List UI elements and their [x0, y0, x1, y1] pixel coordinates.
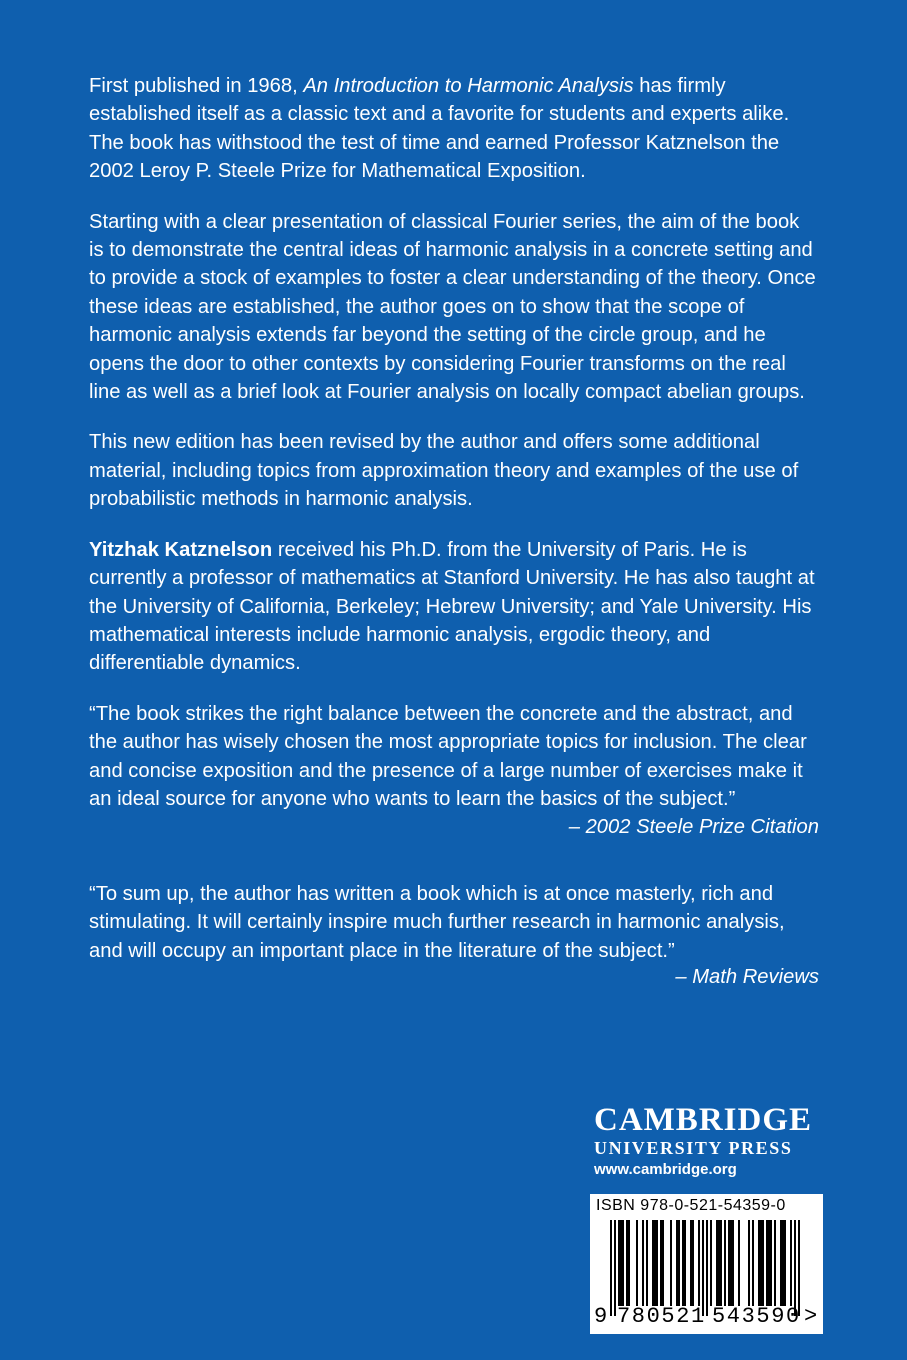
barcode-lead-digit: 9 — [594, 1304, 608, 1329]
barcode-bar — [652, 1220, 658, 1306]
barcode-bar — [610, 1220, 612, 1316]
barcode-bar — [670, 1220, 672, 1306]
barcode-quiet-mark: > — [804, 1304, 818, 1329]
barcode-bar — [774, 1220, 776, 1306]
barcode-bar — [642, 1220, 644, 1306]
barcode-bar — [710, 1220, 712, 1306]
barcode-bar — [758, 1220, 764, 1306]
barcode-bar — [790, 1220, 792, 1306]
barcode-bar — [646, 1220, 648, 1306]
barcode-bar — [698, 1220, 700, 1306]
barcode-bar — [618, 1220, 624, 1306]
barcode-bar — [780, 1220, 786, 1306]
barcode-bar — [682, 1220, 686, 1306]
back-cover-text — [89, 72, 819, 991]
barcode-bar — [716, 1220, 722, 1306]
barcode-bar — [766, 1220, 772, 1306]
barcode-bar — [660, 1220, 664, 1306]
barcode-bar — [626, 1220, 630, 1306]
barcode-bar — [614, 1220, 616, 1316]
publisher-url: www.cambridge.org — [594, 1161, 737, 1178]
barcode-bar — [794, 1220, 796, 1316]
blurb-paragraph-2: Starting with a clear presentation of classical Fourier series, the aim of the book is to demonstrate the central ideas of harmonic analysis in a concrete setting and to provide a stock of examples to foster a clear understanding of the theory. Once these ideas are established, the author goes on to show that the scope of harmonic analysis extends far beyond the setting of the circle group, and he opens the door to other contexts by considering Fourier transforms on the real line as well as a brief look at Fourier analysis on locally compact abelian groups. — [89, 210, 816, 404]
review-quote-1: “The book strikes the right balance between the concrete and the abstract, and the author has wisely chosen the most appropriate topics for inclusion. The clear and concise exposition and the presence of a large number of exercises make it an ideal source for anyone who wants to learn the basics of the subject.” — [89, 702, 807, 810]
isbn-barcode — [590, 1194, 823, 1334]
barcode-bar — [728, 1220, 734, 1306]
author-name: Yitzhak Katznelson — [89, 538, 273, 561]
barcode-bar — [752, 1220, 754, 1306]
barcode-bar — [724, 1220, 726, 1306]
barcode-bar — [702, 1220, 704, 1316]
barcode-bar — [636, 1220, 638, 1306]
blurb-paragraph-1: First published in 1968, An Introduction to Harmonic Analysis has firmly established itself as a classic text and a favorite for students and experts alike. The book has withstood the test of time and earned Professor Katznelson the 2002 Leroy P. Steele Prize for Mathematical Exposition. — [89, 75, 790, 183]
publisher-logo — [594, 1103, 824, 1181]
blurb-paragraph-3: This new edition has been revised by the author and offers some additional material, including topics from approximation theory and examples of the use of probabilistic methods in harmonic analysis. — [89, 431, 799, 511]
barcode-bar — [748, 1220, 750, 1306]
review-quote-2: “To sum up, the author has written a book which is at once masterly, rich and stimulating. It will certainly inspire much further research in harmonic analysis, and will occupy an important place in the literature of the subject.” — [89, 882, 785, 962]
publisher-press: UNIVERSITY PRESS — [594, 1138, 793, 1158]
barcode-right-digits: 543590 — [712, 1304, 801, 1329]
publisher-name: CAMBRIDGE — [594, 1102, 813, 1138]
barcode-bar — [690, 1220, 694, 1306]
author-bio: Yitzhak Katznelson received his Ph.D. from the University of Paris. He is currently a professor of mathematics at Stanford University. He has also taught at the University of California, Berkeley; Hebrew University; and Yale University. His mathematical interests include harmonic analysis, ergodic theory, and differentiable dynamics. — [89, 538, 815, 675]
barcode-bar — [738, 1220, 740, 1306]
review-source-1: – 2002 Steele Prize Citation — [568, 816, 819, 839]
barcode-bar — [798, 1220, 800, 1316]
book-title: An Introduction to Harmonic Analysis — [303, 75, 634, 97]
isbn-label: ISBN 978-0-521-54359-0 — [596, 1197, 786, 1214]
barcode-bar — [676, 1220, 680, 1306]
barcode-bar — [706, 1220, 708, 1316]
barcode-left-digits: 780521 — [617, 1304, 706, 1329]
review-source-2: – Math Reviews — [675, 965, 819, 988]
